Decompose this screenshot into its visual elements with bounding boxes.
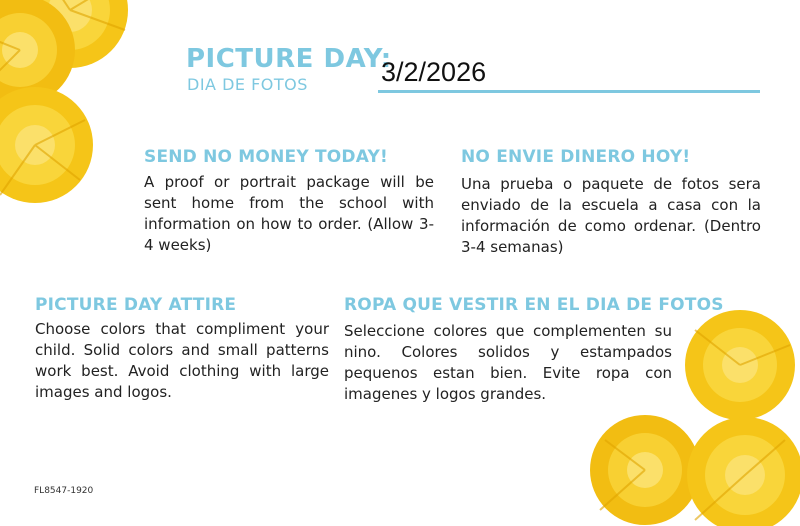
flower-icon xyxy=(0,87,93,203)
page-subtitle: DIA DE FOTOS xyxy=(187,75,308,94)
no-envie-dinero-heading: NO ENVIE DINERO HOY! xyxy=(461,147,691,167)
no-envie-dinero-text: Una prueba o paquete de fotos sera enviado de la escuela a casa con la información de como ordenar. (Dentro 3-4 semanas) xyxy=(461,175,761,256)
attire-text: Choose colors that compliment your child. Solid colors and small patterns work best. Avoid clothing with large images and logos. xyxy=(35,320,329,401)
send-no-money-text: A proof or portrait package will be sent home from the school with information on how to order. (Allow 3-4 weeks) xyxy=(144,173,434,254)
ropa-heading: ROPA QUE VESTIR EN EL DIA DE FOTOS xyxy=(344,295,724,315)
picture-day-date: 3/2/2026 xyxy=(381,57,487,87)
ropa-text: Seleccione colores que complementen su nino. Colores solidos y estampados pequenos estan bien. Evite ropa con imagenes y logos grandes. xyxy=(344,322,672,403)
flower-icon xyxy=(687,417,800,526)
page-title: PICTURE DAY: xyxy=(186,44,392,74)
form-code: FL8547-1920 xyxy=(34,486,94,496)
attire-heading: PICTURE DAY ATTIRE xyxy=(35,295,237,315)
send-no-money-heading: SEND NO MONEY TODAY! xyxy=(144,147,388,167)
date-underline xyxy=(378,90,760,93)
